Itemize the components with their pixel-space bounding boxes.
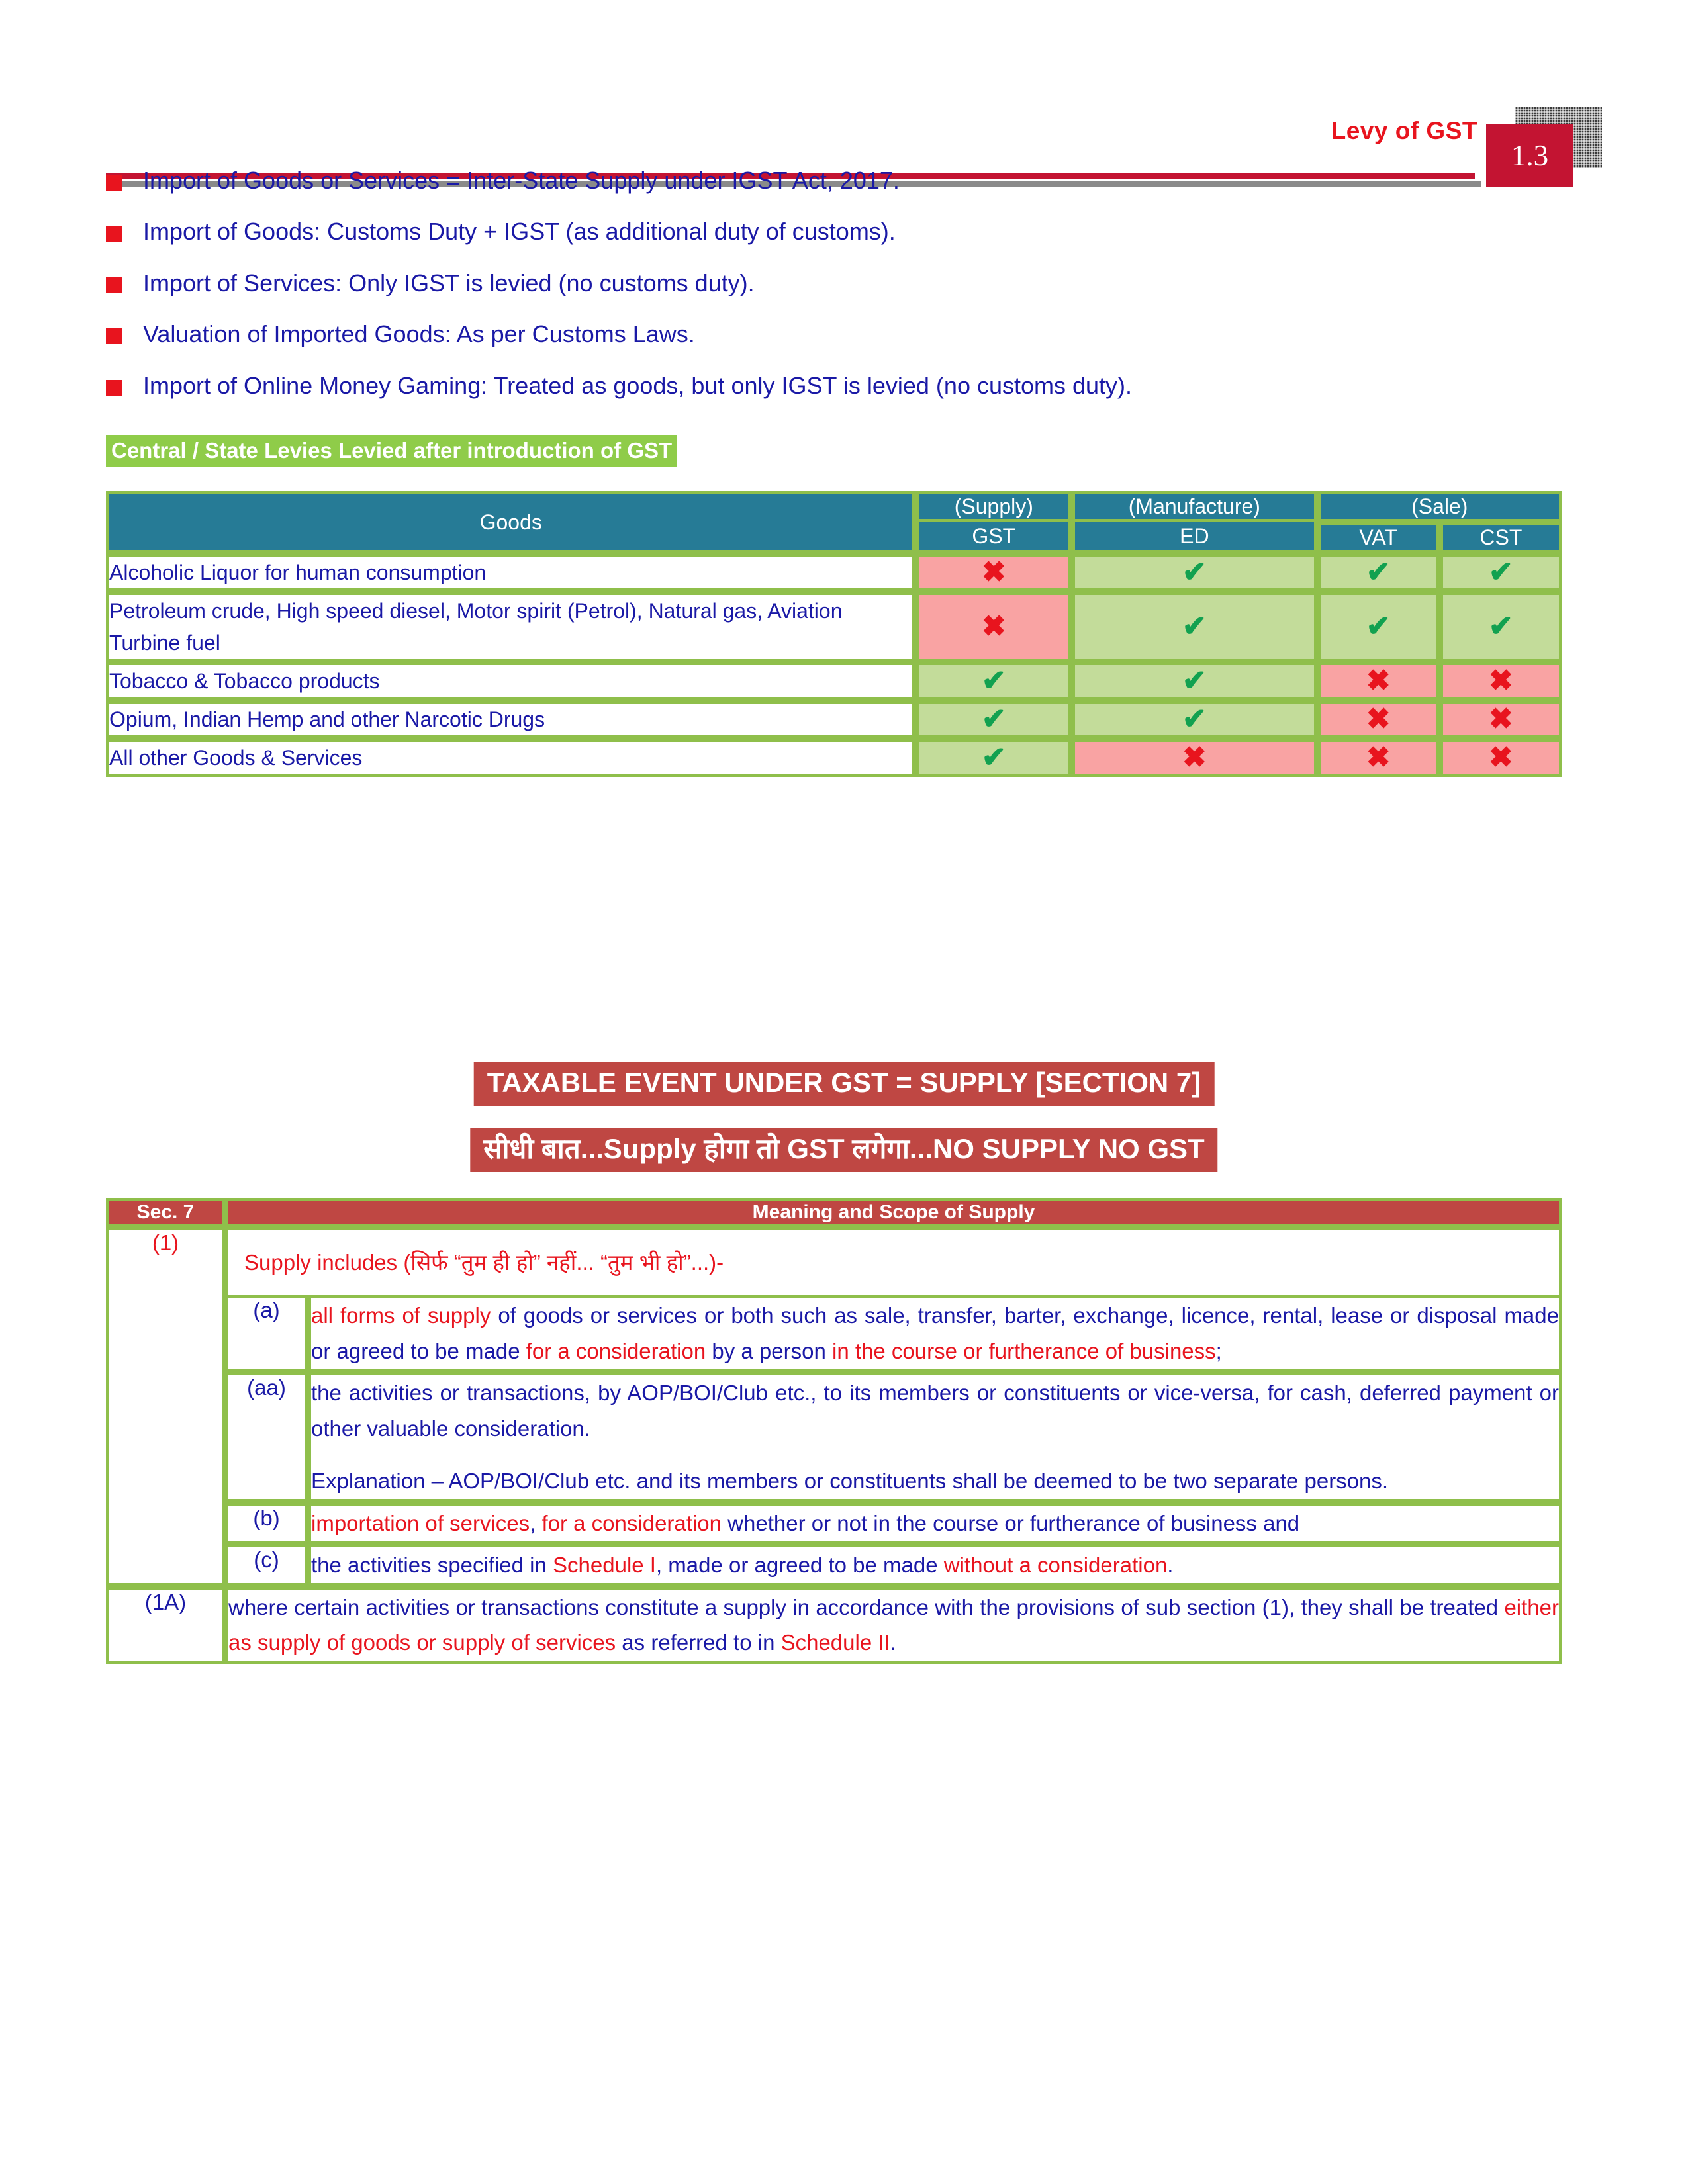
cell-ed: ✔: [1072, 592, 1317, 662]
cell-gst: ✔: [915, 700, 1072, 739]
table-header-row: [106, 491, 1562, 522]
goods-name: Opium, Indian Hemp and other Narcotic Drugs: [106, 700, 915, 739]
cell-ed: ✖: [1072, 739, 1317, 777]
clause-text: the activities or transactions, by AOP/BOI/Club etc., to its members or constituents or vice-versa, for cash, deferred payment or other valuable consideration. Explanation – AOP/BOI/Club etc. and its members or constituents shall be deemed to be two separate persons.: [308, 1372, 1559, 1502]
col-header-cst: CST: [1440, 522, 1562, 553]
cell-cst: ✖: [1440, 662, 1562, 700]
clause-letter: (c): [228, 1544, 308, 1582]
levies-table: [106, 491, 1562, 777]
col-header-goods: Goods: [106, 491, 915, 553]
col-header-gst: GST: [915, 522, 1072, 553]
clause-letter: (aa): [228, 1372, 308, 1502]
clause-row-aa: [228, 1372, 1559, 1502]
list-item: [106, 167, 1589, 194]
cell-vat: ✖: [1317, 700, 1440, 739]
cell-vat: ✖: [1317, 739, 1440, 777]
clause-letter: (b): [228, 1502, 308, 1544]
square-bullet-icon: [106, 380, 122, 396]
clause-row-a: [228, 1298, 1559, 1372]
clause-row-c: [228, 1544, 1559, 1582]
square-bullet-icon: [106, 277, 122, 293]
table-row: [106, 592, 1562, 662]
cell-cst: ✖: [1440, 700, 1562, 739]
col-header-meaning: Meaning and Scope of Supply: [225, 1198, 1562, 1227]
cell-vat: ✖: [1317, 662, 1440, 700]
banner-no-supply-no-gst: सीधी बात...Supply होगा तो GST लगेगा...NO SUPPLY NO GST: [470, 1128, 1217, 1172]
cell-ed: ✔: [1072, 553, 1317, 592]
col-header-sale: (Sale): [1317, 491, 1562, 522]
square-bullet-icon: [106, 175, 122, 191]
goods-name: Petroleum crude, High speed diesel, Motor spirit (Petrol), Natural gas, Aviation Turbine fuel: [106, 592, 915, 662]
clause-text: importation of services, for a consideration whether or not in the course or furtherance of business and: [308, 1502, 1559, 1544]
goods-name: Tobacco & Tobacco products: [106, 662, 915, 700]
cell-ed: ✔: [1072, 700, 1317, 739]
cell-gst: ✖: [915, 592, 1072, 662]
cell-gst: ✔: [915, 739, 1072, 777]
subsection-text: where certain activities or transactions constitute a supply in accordance with the provisions of sub section (1), they shall be treated either as supply of goods or supply of services as referred to in Schedule II.: [225, 1586, 1562, 1664]
cell-vat: ✔: [1317, 553, 1440, 592]
cell-vat: ✔: [1317, 592, 1440, 662]
col-header-ed: ED: [1072, 522, 1317, 553]
col-header-manufacture: (Manufacture): [1072, 491, 1317, 522]
list-item: [106, 269, 1589, 296]
bullet-text: Import of Online Money Gaming: Treated as goods, but only IGST is levied (no customs duty).: [143, 371, 1133, 399]
bullet-list: [106, 167, 1589, 423]
subsection-number: (1): [106, 1227, 225, 1586]
square-bullet-icon: [106, 328, 122, 344]
section7-table: [106, 1198, 1562, 1664]
clause-text: all forms of supply of goods or services or both such as sale, transfer, barter, exchange, licence, rental, lease or disposal made or agreed to be made for a consideration by a person in the course or furtherance of business;: [308, 1298, 1559, 1372]
goods-name: Alcoholic Liquor for human consumption: [106, 553, 915, 592]
table-row: [106, 553, 1562, 592]
cell-gst: ✖: [915, 553, 1072, 592]
cell-cst: ✔: [1440, 553, 1562, 592]
clause-table: [228, 1298, 1559, 1582]
subsection-number: (1A): [106, 1586, 225, 1664]
banner-taxable-event: TAXABLE EVENT UNDER GST = SUPPLY [SECTION 7]: [474, 1062, 1215, 1106]
col-header-vat: VAT: [1317, 522, 1440, 553]
goods-name: All other Goods & Services: [106, 739, 915, 777]
page-number-value: 1.3: [1486, 124, 1573, 187]
list-item: [106, 372, 1589, 399]
cell-cst: ✖: [1440, 739, 1562, 777]
subsection-heading: Supply includes (सिर्फ “तुम ही हो” नहीं... “तुम भी हो”...)-: [228, 1230, 1559, 1298]
list-item: [106, 218, 1589, 245]
table-row: [106, 700, 1562, 739]
table-row: [106, 739, 1562, 777]
bullet-text: Import of Goods: Customs Duty + IGST (as additional duty of customs).: [143, 218, 896, 246]
cell-ed: ✔: [1072, 662, 1317, 700]
clause-letter: (a): [228, 1298, 308, 1372]
table-row-subsection-1A: [106, 1586, 1562, 1664]
table-row-subsection-1: [106, 1227, 1562, 1586]
bullet-text: Import of Goods or Services = Inter-State Supply under IGST Act, 2017.: [143, 167, 900, 194]
bullet-text: Valuation of Imported Goods: As per Customs Laws.: [143, 320, 695, 348]
cell-cst: ✔: [1440, 592, 1562, 662]
page-header: [0, 53, 1688, 172]
bullet-text: Import of Services: Only IGST is levied (no customs duty).: [143, 269, 755, 296]
square-bullet-icon: [106, 226, 122, 242]
col-header-sec: Sec. 7: [106, 1198, 225, 1227]
cell-gst: ✔: [915, 662, 1072, 700]
col-header-supply: (Supply): [915, 491, 1072, 522]
list-item: [106, 320, 1589, 347]
header-title: Levy of GST: [1331, 117, 1477, 144]
section-caption: Central / State Levies Levied after introduction of GST: [106, 435, 677, 467]
clause-text: the activities specified in Schedule I, made or agreed to be made without a consideration.: [308, 1544, 1559, 1582]
clause-row-b: [228, 1502, 1559, 1544]
table-row: [106, 662, 1562, 700]
table-header-row: [106, 1198, 1562, 1227]
